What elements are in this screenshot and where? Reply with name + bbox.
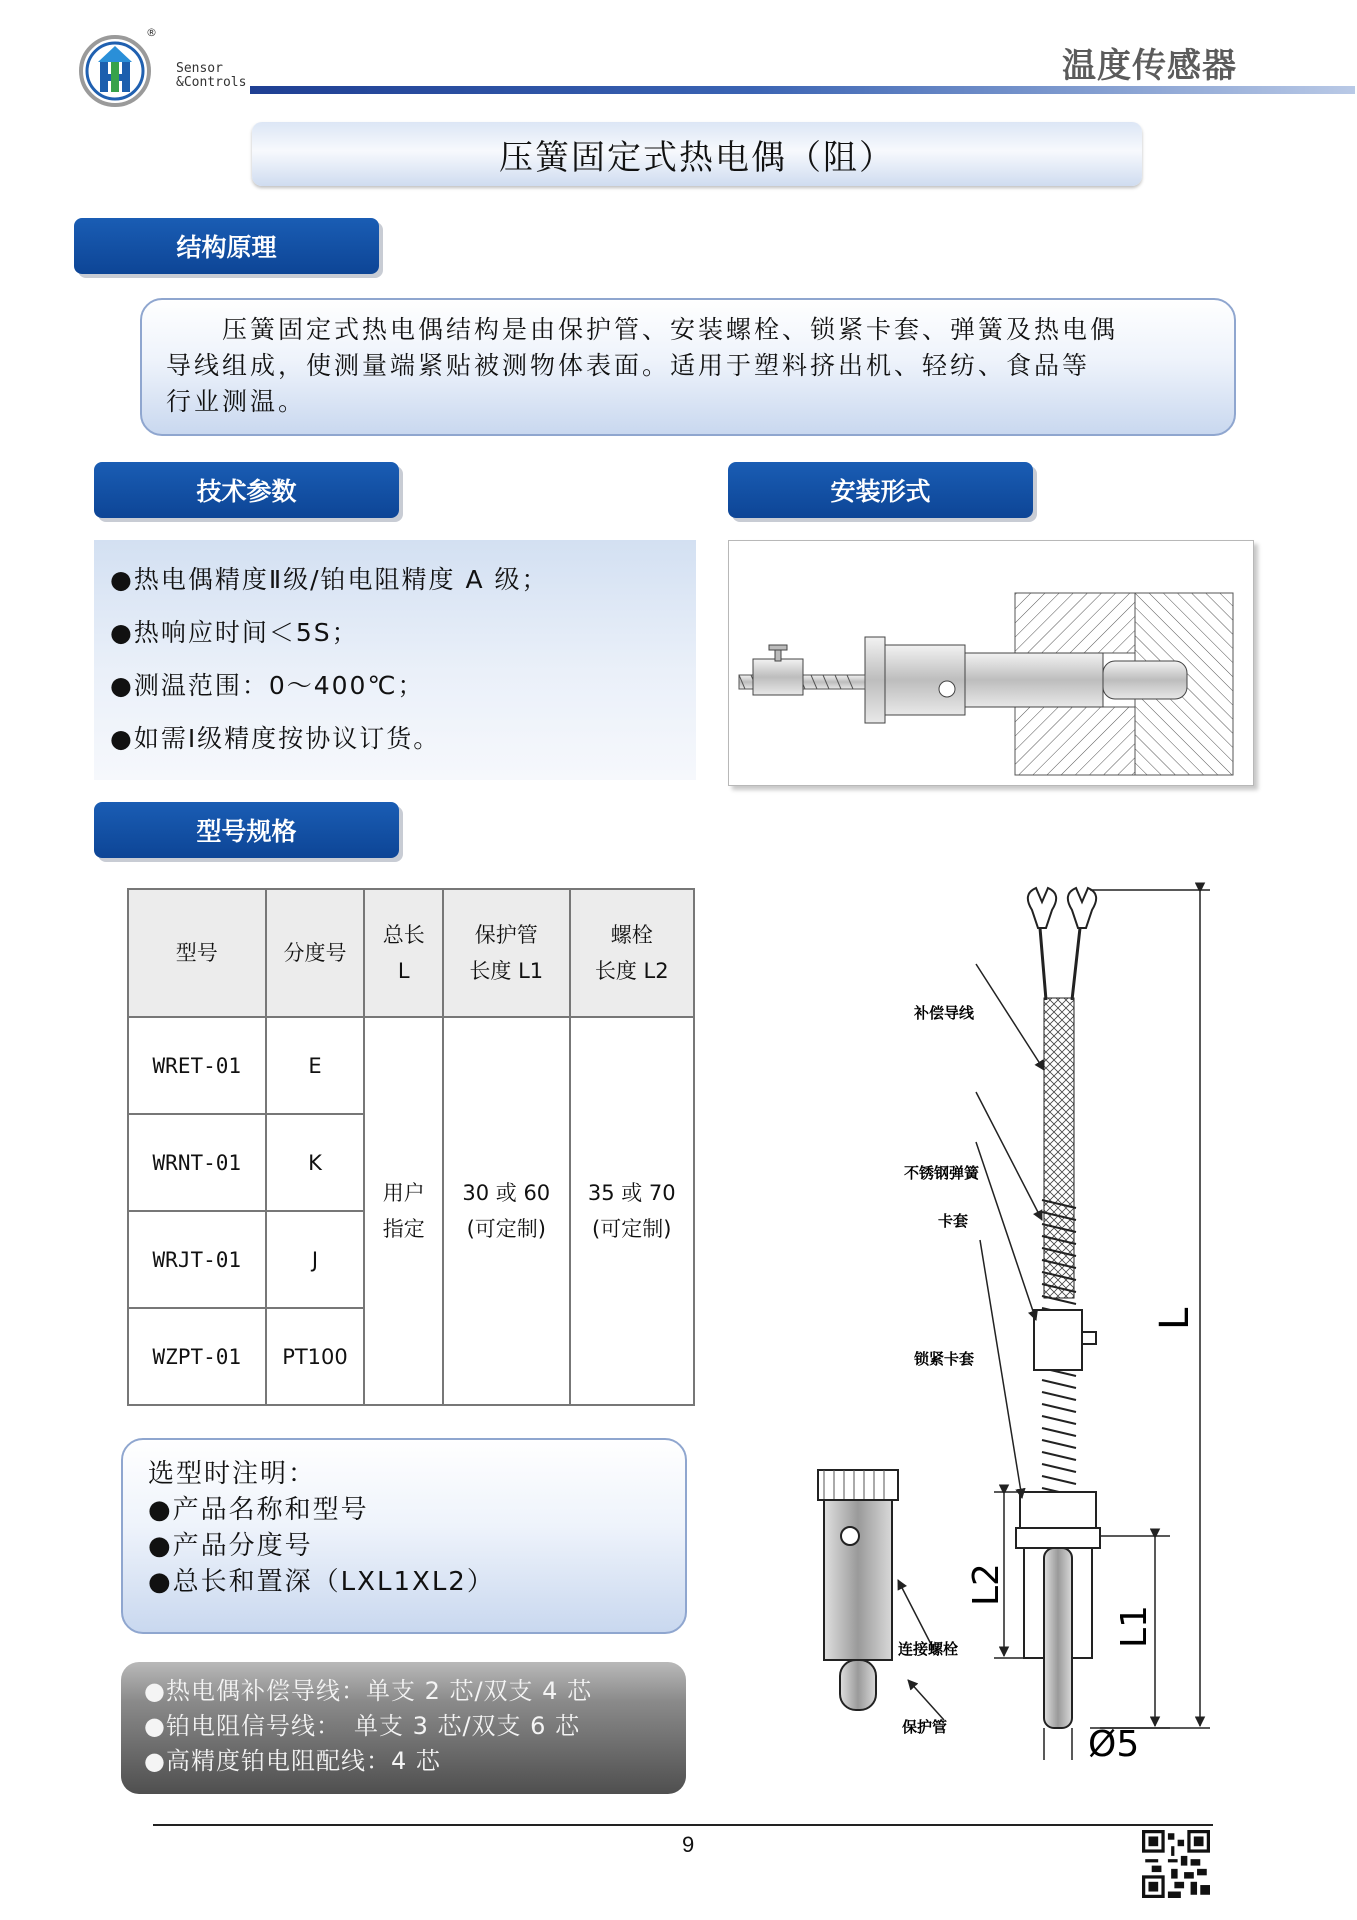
header-text: 长度 L1 (469, 959, 544, 983)
cell-text: (可定制) (592, 1217, 672, 1241)
install-illustration (728, 540, 1254, 786)
header-text: 保护管 (474, 923, 538, 947)
model-cell: WRJT-01 (128, 1211, 266, 1308)
label-bolt: 连接螺栓 (898, 1640, 959, 1658)
brand-line-1: Sensor (176, 61, 223, 76)
notes-item: ●总长和置深（LXL1XL2） (148, 1567, 495, 1597)
label-spring: 不锈钢弹簧 (904, 1164, 980, 1182)
model-heading: 型号规格 (94, 802, 399, 858)
structure-description (166, 312, 1216, 420)
header-text: 型号 (175, 941, 218, 965)
cell-text: 30 或 60 (462, 1181, 551, 1205)
cell-text: 指定 (382, 1217, 425, 1241)
technical-drawing (810, 880, 1250, 1760)
brand-name (176, 62, 246, 90)
index-cell: E (266, 1017, 365, 1114)
notes-item: ●产品名称和型号 (148, 1495, 369, 1525)
tech-heading: 技术参数 (94, 462, 399, 518)
cell-text: 35 或 70 (587, 1181, 676, 1205)
column-header (128, 889, 266, 1017)
wire-item: ●热电偶补偿导线：单支 2 芯/双支 4 芯 (144, 1677, 593, 1705)
tech-item: ●如需Ⅰ级精度按协议订货。 (110, 724, 441, 753)
structure-heading: 结构原理 (74, 218, 379, 274)
model-cell: WZPT-01 (128, 1308, 266, 1405)
structure-line: 压簧固定式热电偶结构是由保护管、安装螺栓、锁紧卡套、弹簧及热电偶 (166, 315, 1119, 344)
header-text: 分度号 (283, 941, 347, 965)
tech-item: ●测温范围：0～400℃； (110, 671, 425, 700)
header-text: 长度 L2 (594, 959, 669, 983)
section-title: 温度传感器 (1062, 46, 1237, 86)
label-L1: L1 (1114, 1605, 1155, 1648)
page-number: 9 (682, 1832, 695, 1857)
label-L2: L2 (966, 1563, 1007, 1606)
label-clip: 卡套 (938, 1212, 969, 1230)
label-lock-clip: 锁紧卡套 (914, 1350, 975, 1368)
notes-title: 选型时注明： (148, 1459, 317, 1489)
wire-text (144, 1674, 592, 1779)
footer-line (153, 1824, 1213, 1826)
label-comp-wire: 补偿导线 (914, 1004, 975, 1022)
table-row (128, 1017, 694, 1114)
tube-length-cell (443, 1017, 569, 1405)
header-text: 总长 (382, 923, 425, 947)
tech-item: ●热响应时间＜5S； (110, 618, 359, 647)
label-diameter: Ø5 (1088, 1724, 1140, 1760)
column-header (364, 889, 443, 1017)
header-text: L (397, 959, 410, 983)
model-cell: WRNT-01 (128, 1114, 266, 1211)
notes-item: ●产品分度号 (148, 1531, 313, 1561)
cell-text: 用户 (382, 1181, 425, 1205)
bolt-length-cell (570, 1017, 695, 1405)
index-cell: K (266, 1114, 365, 1211)
column-header (266, 889, 365, 1017)
table-header-row (128, 889, 694, 1017)
company-logo (78, 34, 152, 108)
page-title: 压簧固定式热电偶（阻） (252, 122, 1142, 186)
structure-line: 导线组成，使测量端紧贴被测物体表面。适用于塑料挤出机、轻纺、食品等 (166, 351, 1091, 380)
install-heading: 安装形式 (728, 462, 1033, 518)
header-text: 螺栓 (610, 923, 653, 947)
qr-code-icon (1142, 1830, 1210, 1898)
label-tube: 保护管 (902, 1718, 948, 1736)
structure-line: 行业测温。 (166, 387, 307, 416)
label-L: L (1152, 1307, 1198, 1330)
registered-mark: ® (146, 26, 157, 39)
model-cell: WRET-01 (128, 1017, 266, 1114)
total-length-cell (364, 1017, 443, 1405)
column-header (443, 889, 569, 1017)
index-cell: J (266, 1211, 365, 1308)
brand-line-2: &Controls (176, 75, 247, 90)
wire-item: ●高精度铂电阻配线：4 芯 (144, 1747, 441, 1775)
notes-text (148, 1456, 495, 1600)
column-header (570, 889, 695, 1017)
spec-table (127, 888, 695, 1406)
tech-item: ●热电偶精度Ⅱ级/铂电阻精度 A 级； (110, 565, 549, 594)
cell-text: (可定制) (466, 1217, 546, 1241)
wire-item: ●铂电阻信号线： 单支 3 芯/双支 6 芯 (144, 1712, 581, 1740)
index-cell: PT100 (266, 1308, 365, 1405)
header-bar (250, 86, 1355, 94)
